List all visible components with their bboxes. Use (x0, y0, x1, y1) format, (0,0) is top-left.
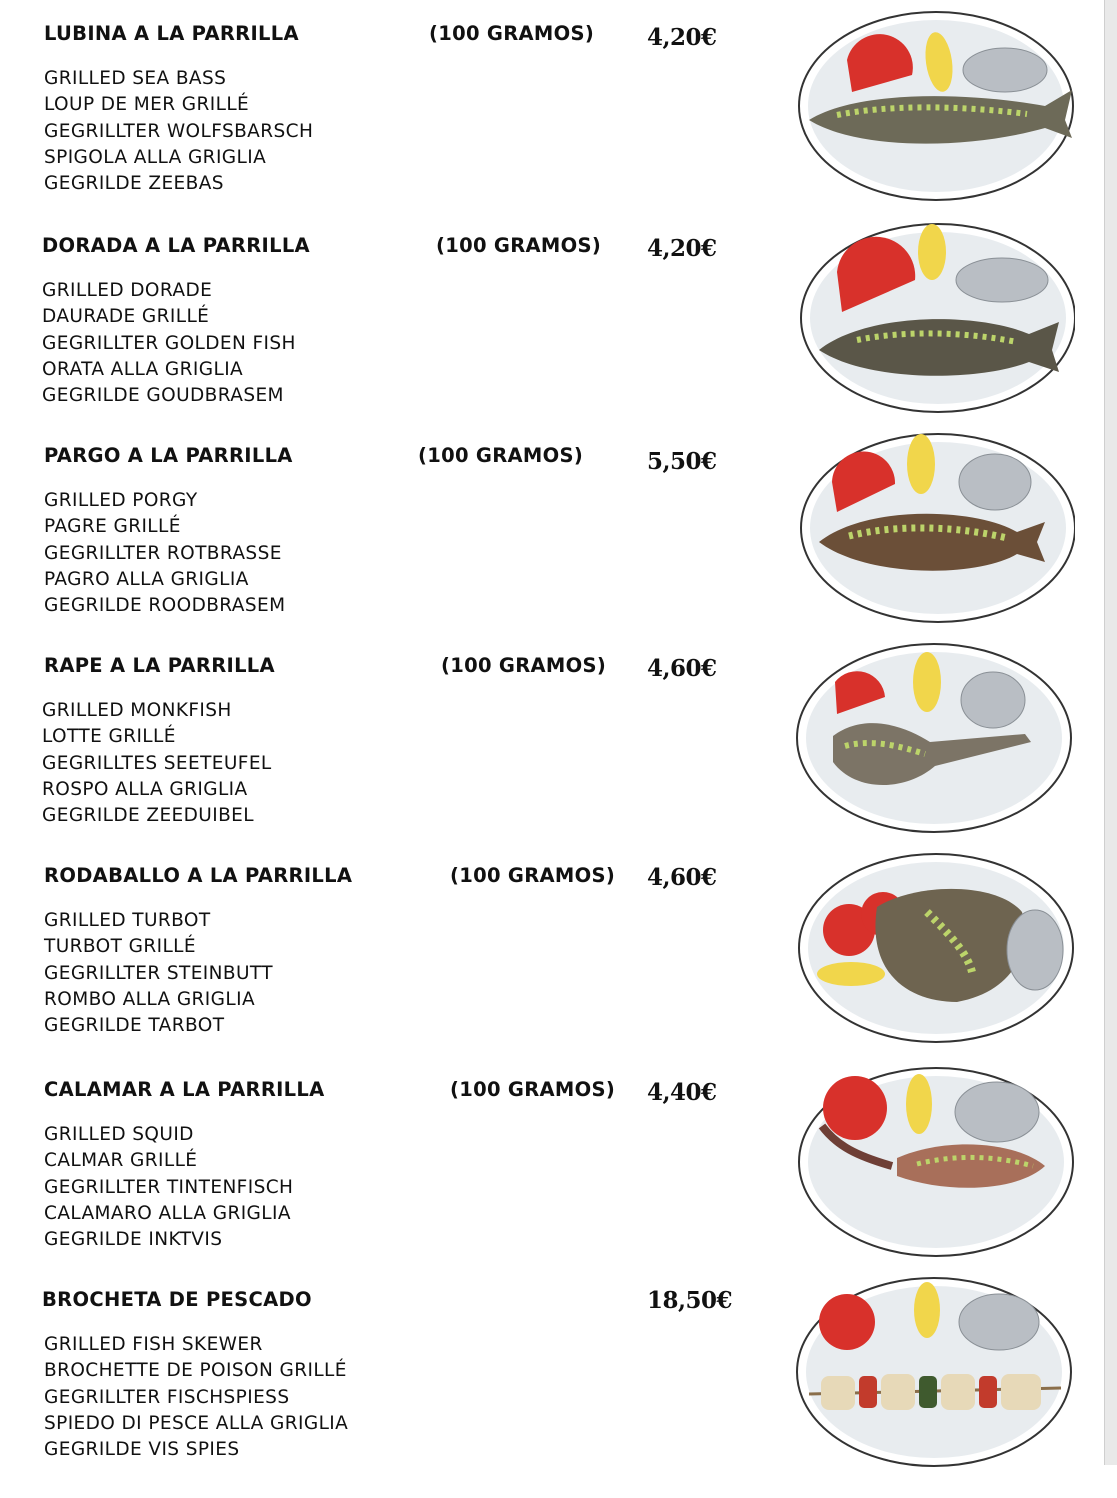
translation-line: GEGRILDE ZEEDUIBEL (42, 805, 254, 827)
dish-price: 18,50€ (647, 1287, 733, 1314)
translation-line: GEGRILLTER FISCHSPIESS (44, 1386, 290, 1408)
menu-item (0, 234, 1100, 444)
translation-line: ROMBO ALLA GRIGLIA (44, 988, 256, 1010)
dish-name: RAPE A LA PARRILLA (44, 654, 275, 677)
translation-line: CALAMARO ALLA GRIGLIA (44, 1202, 291, 1224)
translation-line: GEGRILLTER STEINBUTT (44, 962, 273, 984)
dish-name: RODABALLO A LA PARRILLA (44, 864, 353, 887)
dish-price: 4,20€ (647, 235, 717, 262)
dish-photo (797, 432, 1075, 624)
translation-line: SPIEDO DI PESCE ALLA GRIGLIA (44, 1412, 349, 1434)
translation-list (42, 698, 272, 829)
dish-photo (797, 10, 1075, 202)
portion-size: (100 GRAMOS) (418, 444, 584, 467)
dish-photo (797, 852, 1075, 1044)
translation-line: ROSPO ALLA GRIGLIA (42, 778, 248, 800)
translation-line: GRILLED PORGY (44, 490, 198, 511)
translation-line: GRILLED TURBOT (44, 910, 211, 931)
dish-photo (795, 642, 1073, 834)
translation-line: GEGRILDE INKTVIS (44, 1229, 223, 1251)
dish-name: CALAMAR A LA PARRILLA (44, 1078, 325, 1101)
portion-size: (100 GRAMOS) (450, 1078, 616, 1101)
dish-price: 4,40€ (647, 1079, 717, 1106)
menu-item (0, 654, 1100, 864)
translation-line: CALMAR GRILLÉ (44, 1150, 198, 1172)
translation-line: GRILLED DORADE (42, 280, 213, 301)
translation-line: GRILLED SEA BASS (44, 68, 227, 89)
translation-line: SPIGOLA ALLA GRIGLIA (44, 146, 267, 168)
translation-line: GRILLED MONKFISH (42, 700, 232, 721)
translation-line: GRILLED SQUID (44, 1124, 194, 1145)
translation-line: LOUP DE MER GRILLÉ (44, 94, 250, 116)
menu-item (0, 22, 1100, 232)
menu-item (0, 864, 1100, 1074)
translation-list (44, 488, 285, 619)
dish-name: PARGO A LA PARRILLA (44, 444, 293, 467)
translation-line: GEGRILDE ZEEBAS (44, 173, 224, 195)
translation-line: GEGRILLTER WOLFSBARSCH (44, 120, 314, 142)
translation-list (44, 1122, 293, 1253)
translation-line: DAURADE GRILLÉ (42, 306, 210, 328)
dish-photo (795, 1276, 1073, 1468)
page-edge-strip (1104, 0, 1117, 1465)
dish-price: 4,60€ (647, 864, 717, 891)
portion-size: (100 GRAMOS) (450, 864, 616, 887)
dish-price: 4,60€ (647, 655, 717, 682)
translation-line: PAGRO ALLA GRIGLIA (44, 568, 249, 590)
translation-line: GEGRILLTER GOLDEN FISH (42, 332, 296, 354)
dish-photo (797, 222, 1075, 414)
translation-line: GRILLED FISH SKEWER (44, 1334, 263, 1355)
portion-size: (100 GRAMOS) (429, 22, 595, 45)
translation-line: LOTTE GRILLÉ (42, 726, 176, 748)
translation-line: GEGRILDE VIS SPIES (44, 1439, 240, 1461)
dish-price: 4,20€ (647, 24, 717, 51)
translation-line: ORATA ALLA GRIGLIA (42, 358, 244, 380)
translation-line: GEGRILDE TARBOT (44, 1015, 225, 1037)
dish-photo (797, 1066, 1075, 1258)
dish-name: BROCHETA DE PESCADO (42, 1288, 312, 1311)
translation-line: GEGRILDE ROODBRASEM (44, 595, 286, 617)
translation-list (42, 278, 296, 409)
menu-item (0, 444, 1100, 654)
dish-name: LUBINA A LA PARRILLA (44, 22, 299, 45)
menu-item (0, 1288, 1100, 1498)
translation-line: PAGRE GRILLÉ (44, 516, 181, 538)
translation-list (44, 1332, 348, 1463)
menu-item (0, 1078, 1100, 1288)
translation-line: BROCHETTE DE POISON GRILLÉ (44, 1360, 347, 1382)
portion-size: (100 GRAMOS) (436, 234, 602, 257)
translation-line: GEGRILLTER ROTBRASSE (44, 542, 282, 564)
portion-size: (100 GRAMOS) (441, 654, 607, 677)
dish-name: DORADA A LA PARRILLA (42, 234, 310, 257)
translation-line: GEGRILLTES SEETEUFEL (42, 752, 272, 774)
translation-line: GEGRILLTER TINTENFISCH (44, 1176, 294, 1198)
translation-line: TURBOT GRILLÉ (44, 936, 196, 958)
translation-line: GEGRILDE GOUDBRASEM (42, 385, 284, 407)
translation-list (44, 66, 313, 197)
translation-list (44, 908, 273, 1039)
dish-price: 5,50€ (647, 448, 717, 475)
